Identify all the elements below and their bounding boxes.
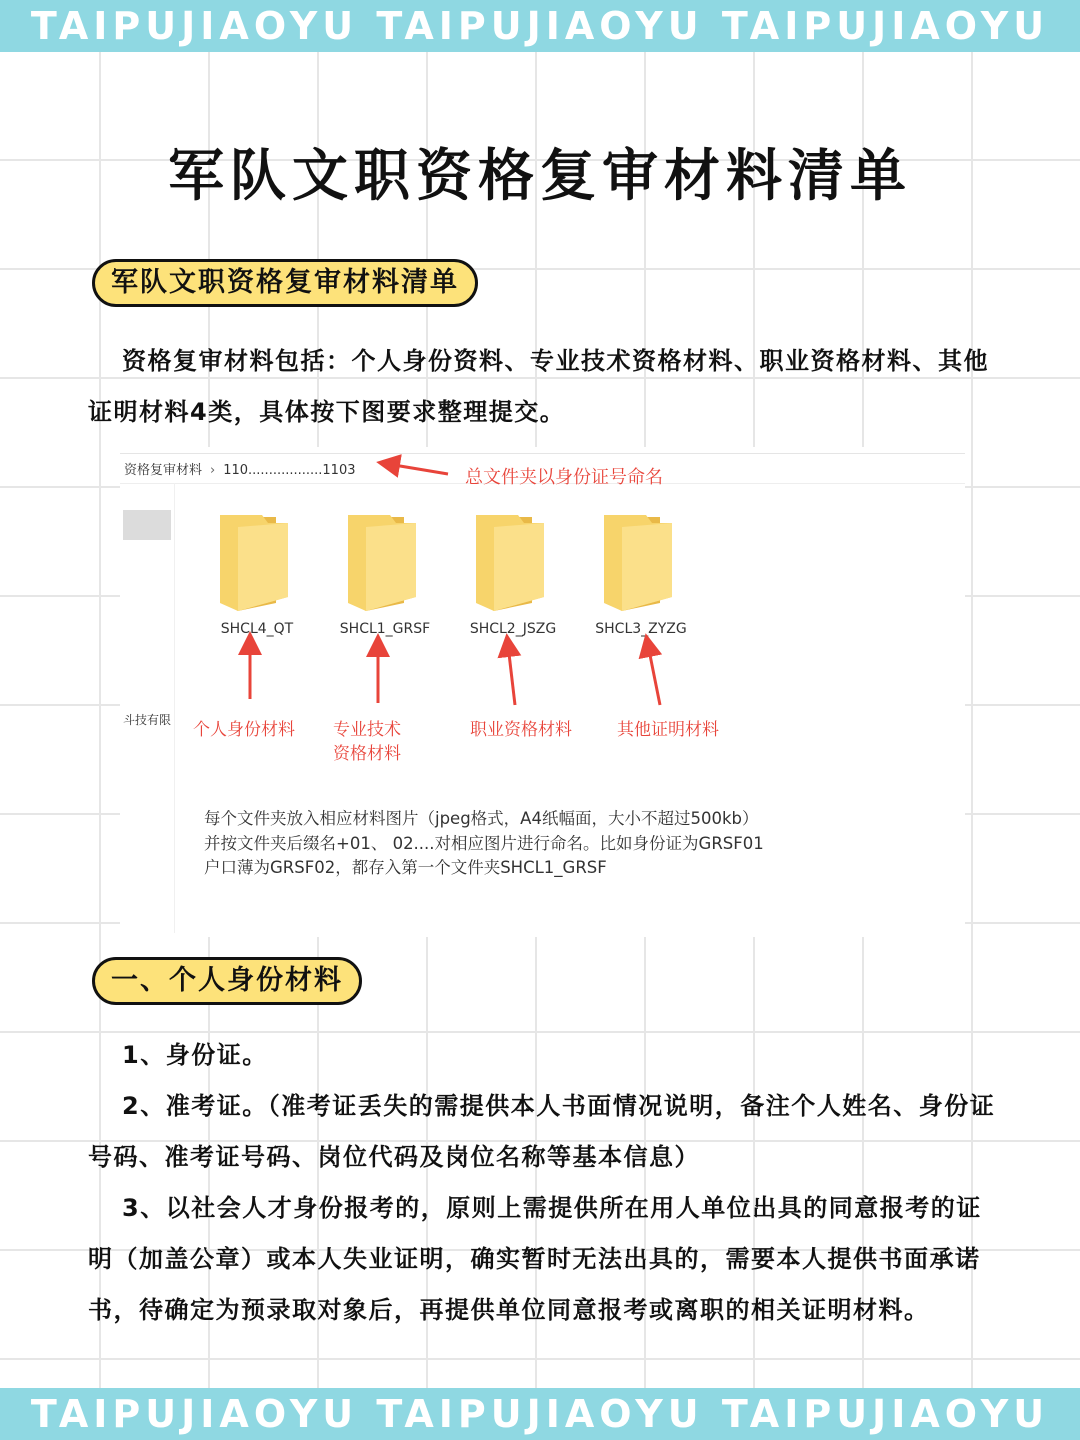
folder-annotation: 个人身份材料 — [193, 720, 295, 740]
folder-annotation: 其他证明材料 — [617, 720, 719, 740]
breadcrumb-root[interactable]: 资格复审材料 — [124, 463, 203, 478]
note-line: 每个文件夹放入相应材料图片（jpeg格式，A4纸幅面，大小不超过500kb） — [204, 809, 759, 828]
section-heading-checklist: 军队文职资格复审材料清单 — [92, 259, 478, 307]
page-title: 军队文职资格复审材料清单 — [168, 144, 912, 209]
breadcrumb-folder[interactable]: 110..................1103 — [223, 463, 356, 478]
personal-identity-items — [88, 1030, 998, 1336]
folder-annotation: 职业资格材料 — [470, 720, 572, 740]
bottom-banner: TAIPUJIAOYU TAIPUJIAOYU TAIPUJIAOYU — [0, 1388, 1080, 1440]
section-heading-personal-identity: 一、个人身份材料 — [92, 957, 362, 1005]
note-line: 户口薄为GRSF02，都存入第一个文件夹SHCL1_GRSF — [204, 858, 607, 877]
folder-label[interactable]: SHCL3_ZYZG — [595, 621, 687, 637]
breadcrumb-separator: › — [210, 463, 216, 478]
note-line: 并按文件夹后缀名+01、 02....对相应图片进行命名。比如身份证为GRSF01 — [204, 833, 764, 853]
folder-label[interactable]: SHCL1_GRSF — [339, 621, 431, 637]
arrow-icon — [250, 464, 660, 705]
intro-paragraph — [88, 336, 998, 438]
list-item: 3、以社会人才身份报考的，原则上需提供所在用人单位出具的同意报考的证明（加盖公章）或本人失业证明，确实暂时无法出具的，需要本人提供书面承诺书，待确定为预录取对象后，再提供单位同意报考或离职的相关证明材料。 — [88, 1194, 982, 1324]
top-banner: TAIPUJIAOYU TAIPUJIAOYU TAIPUJIAOYU — [0, 0, 1080, 52]
intro-text: 资格复审材料包括：个人身份资料、专业技术资格材料、职业资格材料、其他证明材料4类，具体按下图要求整理提交。 — [88, 347, 989, 426]
root-folder-annotation: 总文件夹以身份证号命名 — [465, 467, 663, 488]
folder-structure-screenshot — [120, 447, 965, 937]
naming-instructions — [204, 807, 764, 881]
list-item: 2、准考证。（准考证丢失的需提供本人书面情况说明，备注个人姓名、身份证号码、准考证号码、岗位代码及岗位名称等基本信息） — [88, 1092, 996, 1171]
folder-label[interactable]: SHCL2_JSZG — [469, 621, 557, 637]
folder-annotation: 专业技术 资格材料 — [333, 720, 401, 764]
list-item: 1、身份证。 — [122, 1041, 268, 1069]
folder-label[interactable]: SHCL4_QT — [220, 621, 294, 637]
sidebar-fragment: 斗技有限 — [123, 713, 172, 727]
